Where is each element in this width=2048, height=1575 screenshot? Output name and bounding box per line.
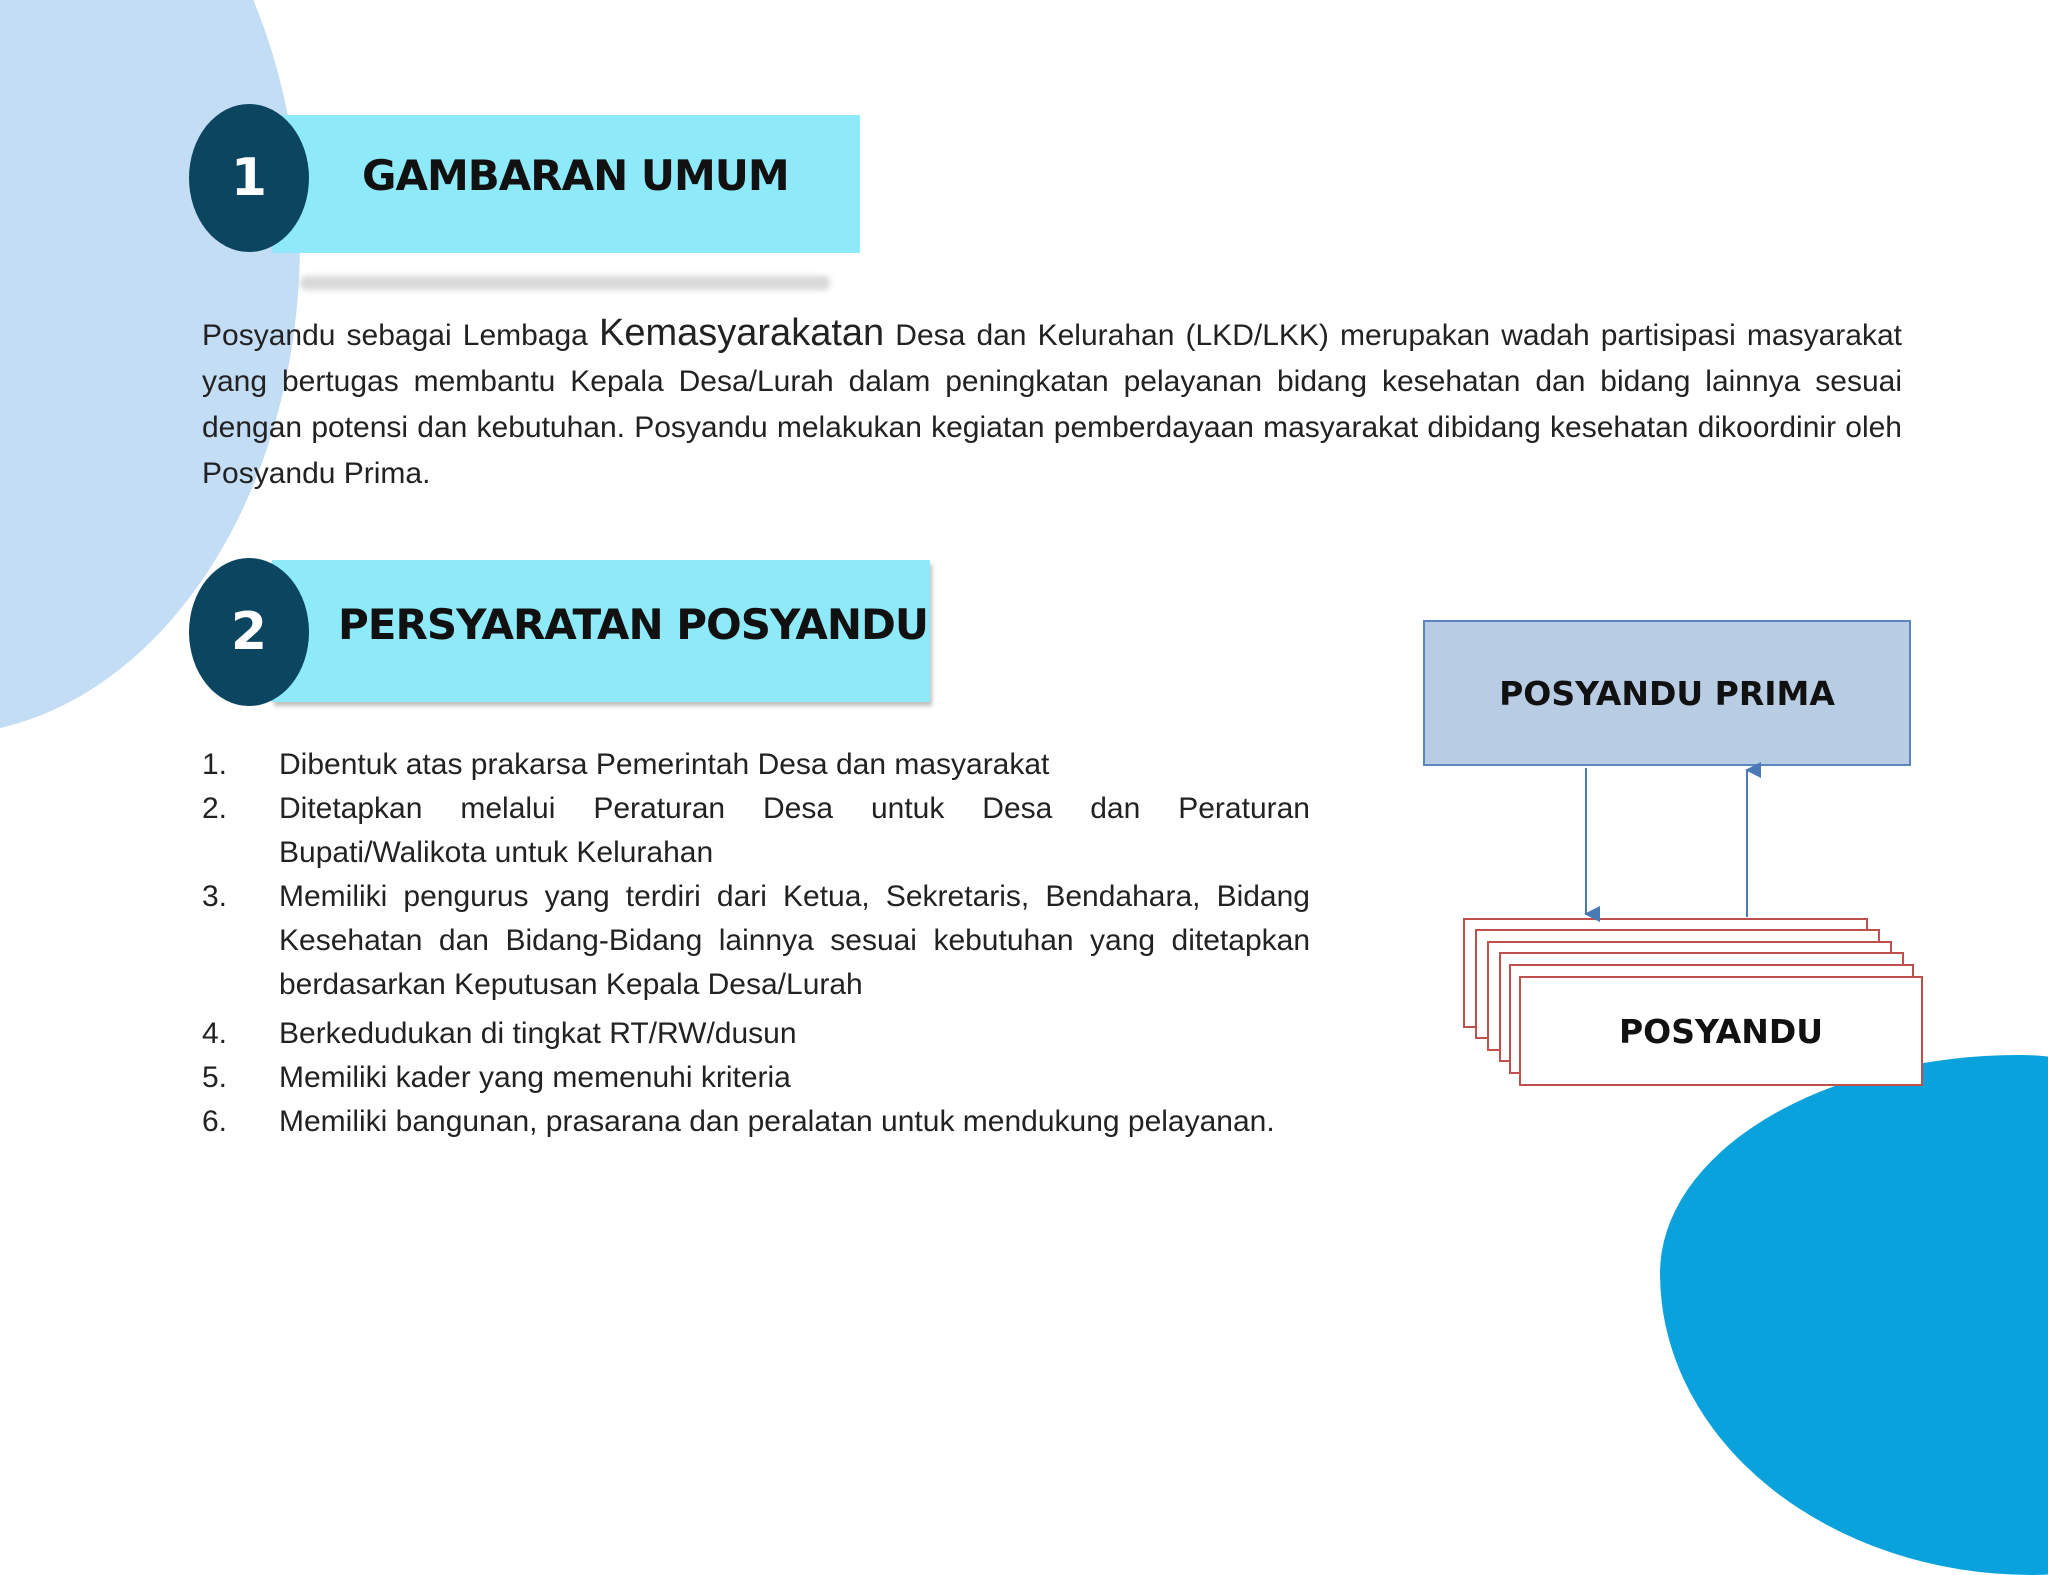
section1-title: GAMBARAN UMUM bbox=[362, 151, 789, 200]
paragraph-text-rest: Desa dan Kelurahan (LKD/LKK) merupakan wadah partisipasi masyarakat yang bertugas membantu Kepala Desa/Lurah dalam peningkatan pelayanan bidang kesehatan dan bidang lainnya sesuai dengan potensi dan kebutuhan. Posyandu melakukan kegiatan pemberdayaan masyarakat dibidang kesehatan dikoordinir oleh Posyandu Prima. bbox=[202, 319, 1902, 490]
paragraph-text-start: Posyandu sebagai Lembaga bbox=[202, 319, 588, 352]
posyandu-prima-box: POSYANDU PRIMA bbox=[1423, 620, 1911, 766]
posyandu-box: POSYANDU bbox=[1519, 976, 1923, 1086]
list-item-number: 3. bbox=[202, 880, 228, 913]
section2-title: PERSYARATAN POSYANDU bbox=[338, 600, 928, 649]
section1-number-badge: 1 bbox=[189, 104, 309, 252]
list-item-text: Berkedudukan di tingkat RT/RW/dusun bbox=[279, 1017, 797, 1050]
list-item-text: Memiliki bangunan, prasarana dan peralatan untuk mendukung pelayanan. bbox=[279, 1105, 1275, 1138]
paragraph-emphasis: Kemasyarakatan bbox=[599, 312, 885, 354]
list-item-number: 5. bbox=[202, 1061, 228, 1094]
list-item-text: Ditetapkan melalui Peraturan Desa untuk Desa dan Peraturan Bupati/Walikota untuk Kelurahan bbox=[279, 792, 1310, 869]
list-item-text: Memiliki pengurus yang terdiri dari Ketua, Sekretaris, Bendahara, Bidang Kesehatan dan Bidang-Bidang lainnya sesuai kebutuhan yang ditetapkan berdasarkan Keputusan Kepala Desa/Lurah bbox=[279, 880, 1310, 1001]
list-item-text: Dibentuk atas prakarsa Pemerintah Desa dan masyarakat bbox=[279, 748, 1050, 781]
list-item-number: 1. bbox=[202, 748, 228, 781]
list-item-text: Memiliki kader yang memenuhi kriteria bbox=[279, 1061, 791, 1094]
section2-number-badge: 2 bbox=[189, 558, 309, 706]
list-item-number: 6. bbox=[202, 1105, 228, 1138]
list-item-number: 2. bbox=[202, 792, 228, 825]
list-item-number: 4. bbox=[202, 1017, 228, 1050]
